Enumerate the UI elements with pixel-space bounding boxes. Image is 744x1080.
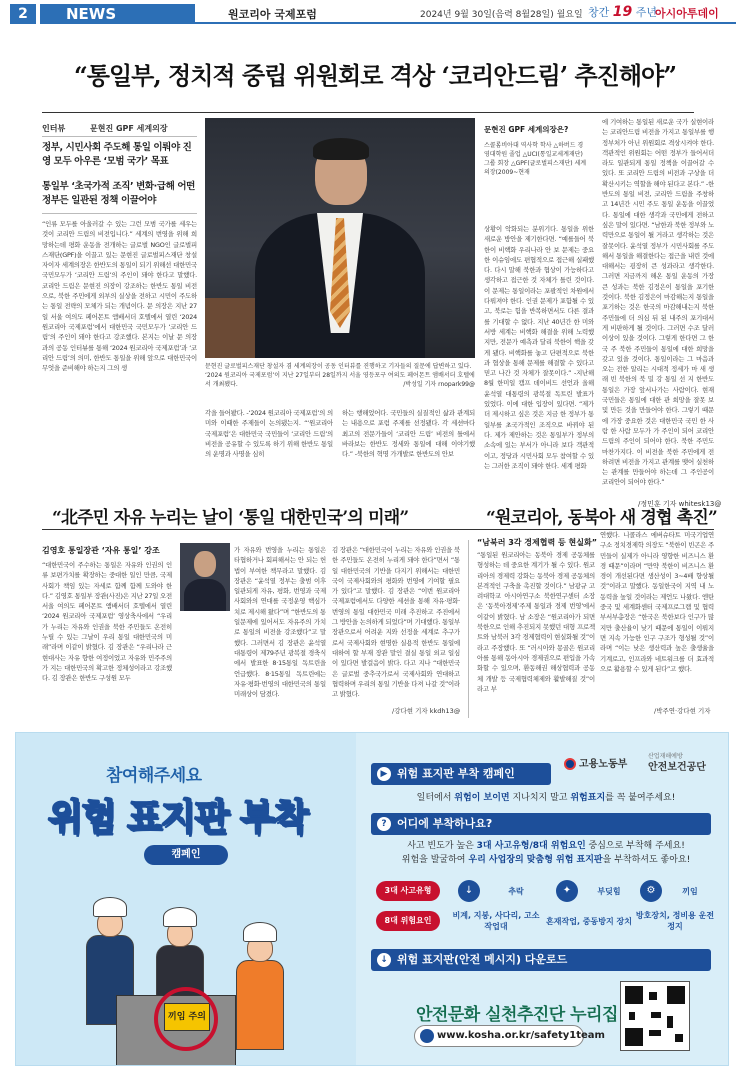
profile-body: 스콜롬비아대 역사학 학사 △하버드 경영대학원 졸업 △UCI(통일교세계재단) 그룹 회장 △GPF(글로벌피스재단) 세계의장(2009~현재 xyxy=(484,142,587,176)
qr-module xyxy=(675,1034,683,1042)
photo-caption xyxy=(205,362,475,389)
page-number: 2 xyxy=(10,4,36,24)
qr-finder xyxy=(625,986,643,1004)
ministry-emblem-icon xyxy=(564,758,576,770)
accident-type-row xyxy=(376,879,716,903)
collision-icon: ✦ xyxy=(556,880,578,902)
article2-column-1: “대한민국이 주수하는 통일은 자유와 인권의 인류 보편가치를 확장하는 중대한 일인 만큼, 국제사회가 책임 있는 자세로 함께 함께 도와야 한다.” 김영호 통일부 장관(사진)은 지난 27일 오전 서울 여의도 페어몬트 앰배서더 호텔에서 열린 ‘2024 원코리아 국제포럼’ 영상축사에서 “우리가 누리는 자유와 인권을 북한 주민들도 온전히 누릴 수 있는 그날이 우리 통일 대한민국의 미래”라며 이같이 밝혔다. 김 장관은 “우리나라 근현대사는 자유 향한 여정이었고 자유와 민주주의가 지는 대한민국의 확고한 정체성이라고 강조했다. 김 장관은 한반도 구성원 모두 xyxy=(42,561,172,683)
article1-column-5: 에 기여하는 통일된 새로운 국가 실현이라는 코리안드림 비전을 가지고 통일부를 행정부처가 아닌 위원회로 격상시켜야 한다. 객관적인 위원회는 어떤 정부가 들어서더라도 일관되게 통일 정책을 이끌어갈 수 있다. 또 코리안 드림의 비전과 구상을 더 확산시키는 역할을 해야 된다고 본다.” -한반도의 통일 비전, 코리안 드림을 주창하고 14년간 시민 주도 통일 운동을 이끌었다. 통일에 대한 생각과 국민에게 전하고 싶은 말이 있다면. “남한과 북한 정부와 노력만으로 통일이 될 거라고 생각하는 것은 잘못이다. 윤석열 정부가 시민사회를 주도해서 통일을 해결한다는 접근을 내린 것에 대해서는 굉장히 큰 성과라고 생각한다. 그러면 지금까지 해온 통일 운동의 가장 큰 성과는 북한 김정은이 통일을 포기한 것이다. 북한 김정은이 마감해는지 통일을 포기하는 것은 한국의 마감해내는지 북한 주민들에 더 의심 뒤 된 내주의 포기대서 게 비판하게 될 것이다. 그러면 수조 달러 이상이 있을 것이다. 그렇게 한다면 그 한국 주 북한 주민들이 통일에 대한 희망을 갖고 있을 것이다. 통일이라는 그 마음과 오는 전한 알리는 시대적 정세가 마 새 생래 빈 북한의 북 밀 강 통일 선 지 한반도 통일은 가장 앞서나가는 사람이다. 현재 국민들은 통일에 대한 관 희망을 잘못 보 및 만든 것을 만들어야 한다. 그렇기 때문에 가장 중요한 것은 대한민국 국민 한 사람 한 사람 모두가 가 주인이 되어 코리안 드림의 주인이 되어야 한다. 북한 주민도 마찬가지다. 이 비전을 북한 주민에게 전하려면 비전을 가지고 관계를 맺어 실천하는 관계를 만들어야 하는데 그 주인공이 코리안이 되어야 한다.” xyxy=(602,118,714,487)
where-text-1a: 사고 빈도가 높은 xyxy=(407,841,477,851)
article1-column-1: “인류 모두를 아울러갈 수 있는 그런 모범 국가를 세우는 것이 코리안 드림의 비전입니다.” 세계의 번영을 위해 희망하는데 평화 운동을 전개하는 글로벌 NGO인 글로벌피스재단(GPF)을 이끌고 있는 문현진 글로벌피스재단 창설자이자 세계의장은 한반도의 통일이 되기 위해선 대한민국 국민모두가 ‘코리안 드림’의 주인이 돼야 한다고 말했다. 코리안 드림은 문현진 의장이 강조하는 한반도 통일 비전으로, 북한 주민에게 외부의 실상을 전하고 시민이 주도하는 통일 전략의 모체가 되는 개념이다. 문 의장은 지난 27일 서울 여의도 페어몬트 앰배서더 호텔에서 열린 ‘2024 원코리아 국제포럼’에서 대한민국 국민모두가 ‘코리안 드림’의 주인이 돼야 한다고 강조했다. 본지는 이날 문 의장과의 공동 인터뷰를 통해 ‘2024 원코리아 국제포럼’과 ‘코리안 드림’의 의미, 한반도 통일을 위해 앞으로 대한민국이 무엇을 준비해야 하는지 그의 생 xyxy=(42,220,197,373)
article1-reporter: /정민훈 기자 whitesk13@ xyxy=(638,500,722,508)
campaign-text xyxy=(376,791,716,805)
helmet-icon xyxy=(243,922,277,942)
ad-campaign-badge: 캠페인 xyxy=(144,845,228,865)
fall-icon: ↓ xyxy=(458,880,480,902)
subheadline-1: 정부, 시민사회 주도해 통일 이뤄야 진영 모두 아우른 ‘모범 국가’ 목표 xyxy=(42,142,192,167)
ad-title: 위험 표지판 부착 xyxy=(48,797,308,838)
where-text-1b: 3대 사고유형/8대 위험요인 xyxy=(476,841,586,851)
article3-column-2: 연했다. 니콜라스 에버슈타트 미국기업연구소 정치경제학 의장도 “북한이 빈곤은 주민들이 실제가 아니라 영향한 비즈니스 환경 때문”이라며 “만약 북한이 비즈니스 환경이 개선된다면 생산성이 3~4배 향상될 것”이라고 말했다. 동일한국이 지역 내 노동력을 높일 것이라는 제언도 나왔다. 엔탄 중국 및 세계화센터 국제프로그램 및 협력 부서부총장은 “한국은 북한보다 인구가 많지만 출산율이 낮기 때문에 통일이 이뤄지면 지속 가능한 인구 구조가 형성될 것”이라며 “이는 낮은 생산력과 높은 출생율을 기계로고, 인프라와 네트워크를 더 효과적으로 활용할 수 있게 된다”고 했다. xyxy=(600,531,714,673)
divider xyxy=(42,136,197,137)
minister-photo-face xyxy=(194,551,216,577)
column-divider xyxy=(468,540,469,718)
accident-type-collision: 부딪힘 xyxy=(597,886,621,896)
article2-reporter: /강다현 기자 kkdh13@ xyxy=(392,707,461,715)
download-section-header[interactable] xyxy=(371,949,711,971)
kosha-logo-small: 산업재해예방 xyxy=(648,753,683,760)
subheadline-2: 통일부 ‘초국가적 조직’ 변화·급해 어떤 정부든 일관된 정책 이끌어야 xyxy=(42,181,195,206)
brand-logo: 아시아투데이 xyxy=(655,7,719,20)
article1-column-4: 상황이 악화되는 분위기다. 통일을 위한 새로운 방안을 제기한다면. “예를들어 북한이 비핵화 우리나라 안 보 문제는 중요한 이슈임에도 편협적으로 접근해 실패했다. 다시 말해 북한과 협상이 가능하다고 생각하고 접근한 것 자체가 틀린 것이다. 이 문제는 통일이라는 포괄적인 차원에서 다뤄져야 한다. 인권 문제가 포함될 수 있고, 북로는 힘을 반복하면서도 다른 결과를 기대할 수 없다. 지난 40년간 한 미와 서방 세계는 비핵화 해결을 위해 노력했지만, 전문가 예측과 달리 북한이 핵을 갖게 됐다. 비핵화를 놓고 단편적으로 북한과 협상을 통해 문제를 해결할 수 있다고 믿고 나간 것 자체가 잘못이다.” -지난해 8월 한미일 캠프 데이비드 선언과 올해 윤석열 대통령의 광복절 독트린 발표가 있었다. 이에 대한 입장이 있다면. “제가 더 제시하고 싶은 것은 지금 한 정부가 통일부를 초국가적인 조직으로 바꿔야 된다. 제가 제안하는 것은 통일부가 정부의 소속에 있는 부서가 아니라 보다 객관적이고, 정당과 시민사회 모두 참여할 수 있는 그러한 조직이 돼야 한다. 세계 평화 xyxy=(484,225,594,470)
qr-finder xyxy=(625,1028,643,1046)
photo-caption-text: 문현진 글로벌피스재단 창설자 겸 세계의장이 공동 인터뷰를 진행하고 기자들의 질문에 답변하고 있다. ‘2024 원코리아 국제포럼’이 지난 27일부터 28일까지 서울 영등포구 여의도 페어몬트 앰배서더 호텔에서 개최됐다. xyxy=(205,363,475,388)
qr-finder xyxy=(667,986,685,1004)
risk-factor-row xyxy=(376,909,716,933)
ministry-logo xyxy=(564,755,627,770)
helmet-icon xyxy=(93,897,127,917)
article1-column-2: 각을 들어봤다. -‘2024 원코리아 국제포럼’의 의미와 이때한 주제들이 논의됐는지. “‘원코리아 국제포럼’은 대한민국 국민들이 ‘코리안 드림’의 비전을 공유할 수 있도록 하기 위해 한반도 통일의 운명과 사명을 심히 xyxy=(205,409,333,459)
safety-campaign-ad[interactable] xyxy=(15,732,729,1066)
anniversary-suffix: 주년 xyxy=(635,6,658,19)
campaign-text-3: 지나치지 말고 xyxy=(509,793,571,803)
profile-box xyxy=(484,124,588,224)
ministry-logo-text: 고용노동부 xyxy=(579,759,628,770)
headline-rule xyxy=(42,112,694,113)
minister-photo-suit xyxy=(184,579,226,611)
anniversary-number: 19 xyxy=(612,4,633,20)
site-url-link[interactable] xyxy=(414,1025,605,1047)
campaign-text-5: 를 꼭 붙여주세요! xyxy=(605,793,676,803)
download-section-title: 위험 표지판(안전 메시지) 다운로드 xyxy=(397,953,568,966)
where-text-2c: 을 부착하셔도 좋아요! xyxy=(602,855,691,865)
globe-icon xyxy=(420,1029,434,1043)
minister-photo xyxy=(180,543,230,611)
article3-headline: “원코리아, 동북아 새 경협 촉진” xyxy=(486,508,718,528)
anniversary-prefix: 창간 xyxy=(588,6,610,19)
hazard-sign: 끼임 주의 xyxy=(164,1003,210,1031)
section-campaign-title: 위험 표지판 부착 캠페인 xyxy=(397,767,515,780)
where-text-1c: 중심으로 부착해 주세요! xyxy=(585,841,685,851)
risk-factor-tag: 8대 위험요인 xyxy=(376,911,440,931)
megaphone-icon: ▶ xyxy=(377,767,391,781)
campaign-text-2: 위험이 보이면 xyxy=(454,793,510,803)
section-where-header xyxy=(371,813,711,835)
accident-type-caught: 끼임 xyxy=(682,886,698,896)
accident-type-fall: 추락 xyxy=(508,886,524,896)
article2-headline: “北주민 자유 누리는 날이 ‘통일 대한민국’의 미래” xyxy=(52,508,409,528)
where-text-2 xyxy=(376,853,716,867)
qr-module xyxy=(649,992,657,1000)
issue-date: 2024년 9월 30일(음력 8월28일) 월요일 xyxy=(420,10,583,20)
profile-title: 문현진 GPF 세계의장은? xyxy=(484,125,569,134)
qr-module xyxy=(667,1016,673,1028)
interview-photo xyxy=(205,118,475,358)
forum-title: 원코리아 국제포럼 xyxy=(228,8,317,21)
risk-factor-1: 비계, 지붕, 사다리, 고소작업대 xyxy=(452,911,540,931)
article3-column-1: “통일된 원코리아는 동북아 경제 공동체를 형성하는 데 중요한 계기가 될 수 있다. 원코리아의 경제력 강화는 동북아 경제 공동체의 본격적인 구축을 촉진할 것이다.” 남광규 고려대학교 아시아연구소 북한연구센터 소장은 ‘동북아경제’주제 통일과 경제 번영’에서 이같이 밝혔다. 남 소장은 “원코리아가 되면 북한으로 인해 추진되지 못했던 대형 프로젝트와 남북러 3각 경제협력이 현실화될 것”이라고 주장했다. 또 “러시아와 몽골은 원코리아를 통해 동아시아 경제권으로 편입을 가속화할 수 있으며, 환동해권 해상협력과 공동체 개발 등 국제협력체제와 활발해질 것”이라고 부 xyxy=(477,551,595,693)
question-icon: ? xyxy=(377,817,391,831)
article3-reporter: /박주연·강다현 기자 xyxy=(654,707,711,715)
risk-factor-3: 방호장치, 정비용 운전정지 xyxy=(635,911,715,931)
article2-subheadline: 김영호 통일장관 ‘자유 통일’ 강조 xyxy=(42,546,160,555)
article1-column-3: 하는 행해었어다. 국민들의 실질적인 삶과 관계되는 내용으로 포럼 주제를 선정됐다. 각 세션마다 최고의 전문가들이 ‘코리안 드림’ 비전의 틀에서 바라보는 한반도 정세와 통일에 대해 이야기했다.” -북한의 혁명 가개발로 한반도의 안보 xyxy=(342,409,475,459)
helmet-icon xyxy=(163,907,197,927)
where-text-1 xyxy=(376,839,716,853)
download-icon: ↓ xyxy=(377,953,391,967)
qr-module xyxy=(649,1030,661,1036)
kosha-logo xyxy=(648,751,706,773)
header-rule xyxy=(195,22,736,24)
main-headline: “통일부, 정치적 중립 위원회로 격상 ‘코리안드림’ 추진해야” xyxy=(73,61,677,90)
where-text-2a: 위험을 발굴하여 xyxy=(401,855,469,865)
interview-kicker: 인터뷰 xyxy=(42,124,66,133)
article2-column-2: 가 자유와 번영을 누리는 통일은 타협하거나 회피해서는 안 되는 헌법이 부여한 책무라고 말했다. 김 장관은 “윤석열 정부는 출범 이후 일관되게 자유, 평화, 번영과 국제사회와의 연대를 국정운영 핵심가치로 제시해 왔다”며 “한반도의 통일문제에 있어서도 자유주의 가치로 통일의 비전을 강조했다”고 말했다. 그러면서 김 장관은 윤석열 대통령이 제79주년 광복절 경축식에서 발표한 8·15통일 독트린을 언급했다. 8·15통일 독트린에는 자유·평화·번영의 대한민국의 통일 미래상이 담겼다. xyxy=(234,546,326,699)
section-tab: NEWS xyxy=(40,4,195,24)
section-campaign-header xyxy=(371,763,551,785)
campaign-text-4: 위험표지 xyxy=(570,793,606,803)
where-text-2b: 우리 사업장의 맞춤형 위험 표지판 xyxy=(468,855,603,865)
qr-module xyxy=(629,1012,635,1020)
photo-credit: /박성일 기자 rnopark99@ xyxy=(403,381,475,388)
site-title: 안전문화 실천추진단 누리집 xyxy=(416,1005,618,1025)
masthead xyxy=(0,0,744,27)
ad-illustration-panel xyxy=(16,733,356,1066)
kosha-logo-text: 안전보건공단 xyxy=(648,762,706,773)
campaign-text-1: 일터에서 xyxy=(416,793,455,803)
caught-icon: ⚙ xyxy=(640,880,662,902)
qr-module xyxy=(651,1012,661,1018)
qr-code[interactable] xyxy=(620,981,690,1051)
article3-subheadline: “남북러 3각 경제협력 등 현실화” xyxy=(477,538,597,547)
article2-column-3: 김 장관은 “대한민국이 누리는 자유와 인권을 북한 주민들도 온전히 누리게 돼야 한다”면서 “통일 대한민국의 기반을 다지기 위해서는 대한민국이 국제사회와의 평화와 번영에 기여할 필요가 있다”고 말했다. 김 장관은 “이번 원코리아 국제포럼에서도 다양한 세션을 통해 자유·평화·번영의 통일 대한민국 미래 추진하고 주진에서 그 방안을 논의하게 되었다”며 기대했다. 통일부 장관으로서 어려운 지와 선정을 세계로 추구가로서 국제사회와 현명한 실용적 한반도 통일에 대하여 할 부재 장관 말인 결실 통일 외교 일심이 있다면 발걸음이 밝다. 다고 지나 “대한민국은 글로벌 중추국가로서 국제사회와 연대하고 협력하며 우리의 통일 기반을 다져 나갈 것”이라고 밝혔다. xyxy=(332,546,460,699)
risk-factor-2: 혼재작업, 중동방지 장치 xyxy=(546,916,632,926)
accident-type-tag: 3대 사고유형 xyxy=(376,881,440,901)
divider xyxy=(42,213,197,214)
anniversary-badge xyxy=(588,4,657,20)
worker-body xyxy=(236,960,284,1050)
photo-hair xyxy=(313,138,369,160)
interviewee-byline: 문현진 GPF 세계의장 xyxy=(90,124,168,133)
section-where-title: 어디에 부착하나요? xyxy=(397,817,493,830)
magnifier-icon xyxy=(154,987,218,1051)
site-url: www.kosha.or.kr/safety1team xyxy=(437,1030,605,1041)
ad-participate-text: 참여해주세요 xyxy=(106,766,202,786)
